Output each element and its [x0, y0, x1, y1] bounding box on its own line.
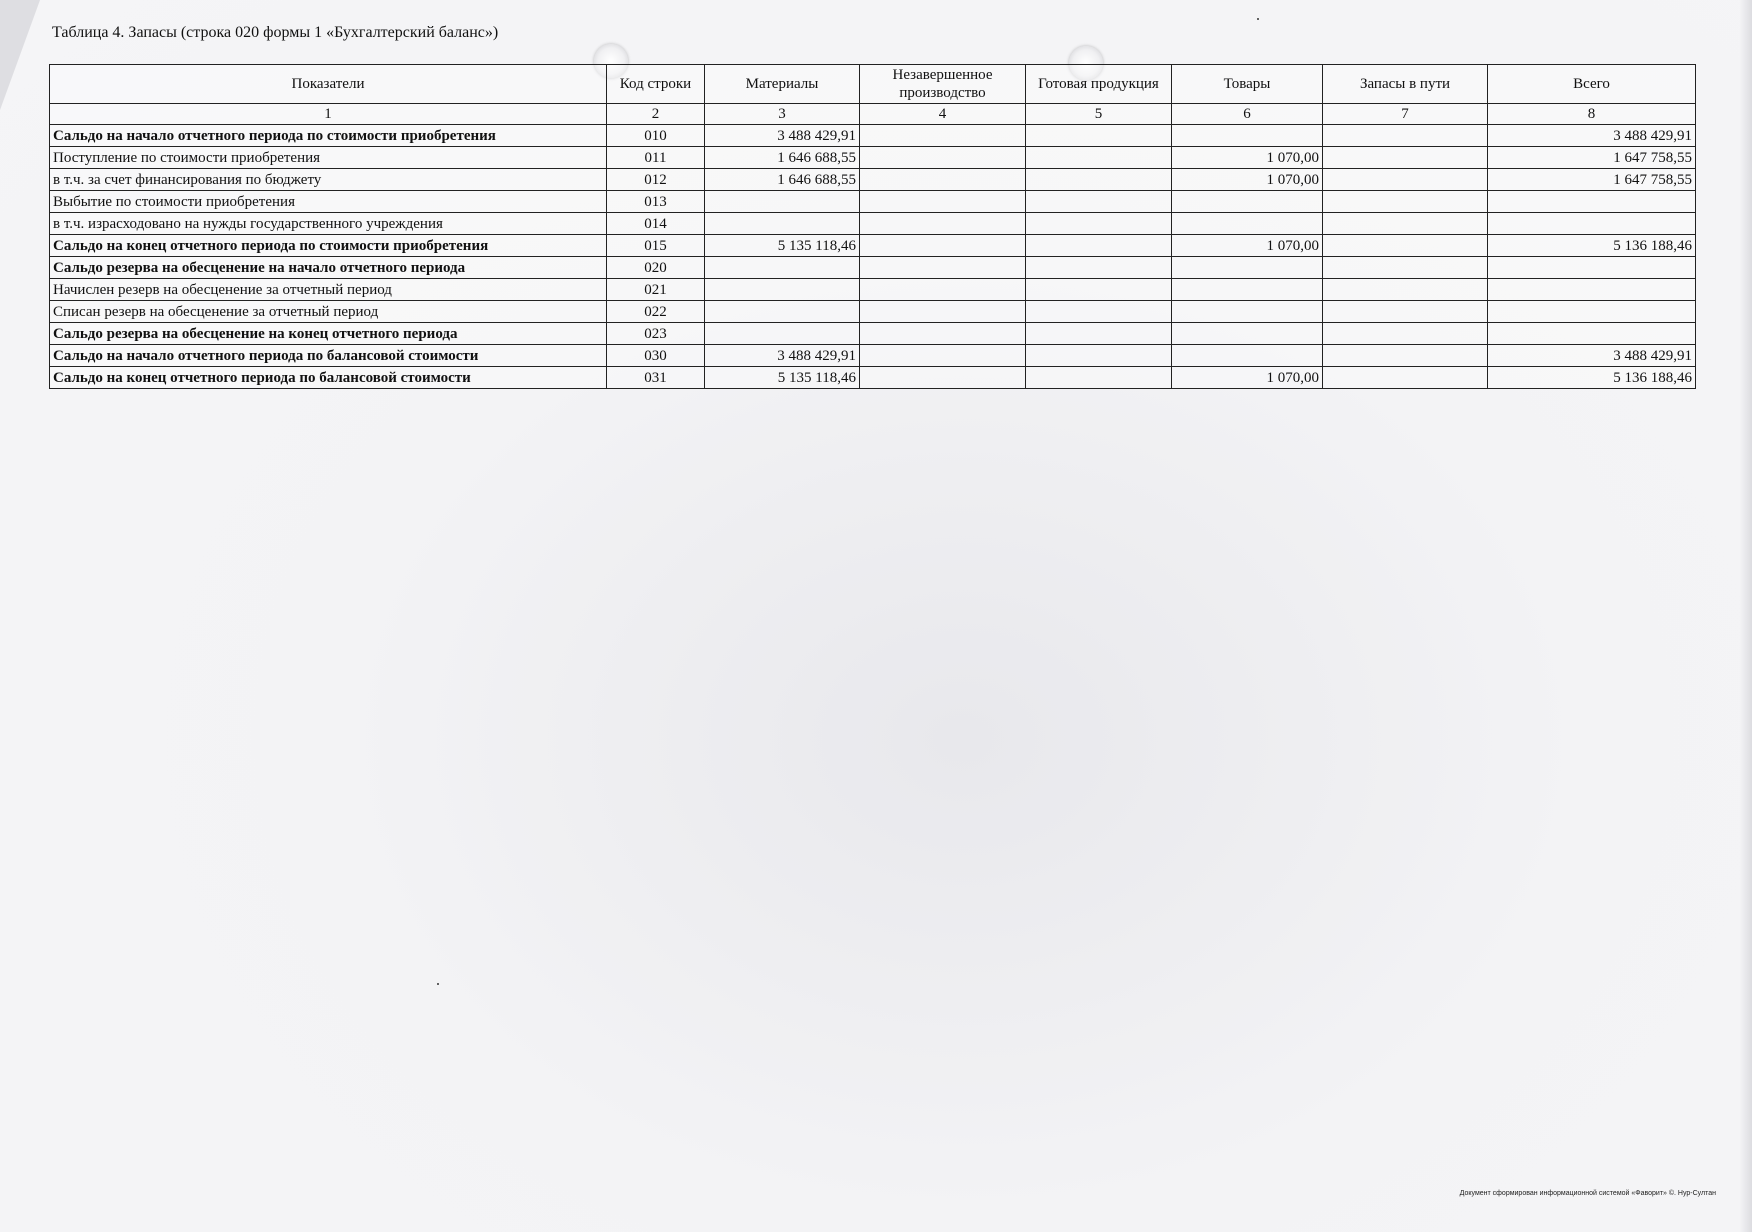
table-row-023	[50, 323, 1696, 345]
table-row-030	[50, 345, 1696, 367]
header-row-code: Код строки	[607, 65, 705, 104]
row-label: Сальдо на конец отчетного периода по стоимости приобретения	[50, 235, 607, 257]
table-row-013	[50, 191, 1696, 213]
cell-goods	[1172, 125, 1323, 147]
row-code: 011	[607, 147, 705, 169]
row-label: Сальдо на конец отчетного периода по балансовой стоимости	[50, 367, 607, 389]
row-label: Начислен резерв на обесценение за отчетный период	[50, 279, 607, 301]
cell-work-in-progress	[860, 213, 1026, 235]
row-label: Списан резерв на обесценение за отчетный период	[50, 301, 607, 323]
cell-materials	[705, 323, 860, 345]
row-code: 010	[607, 125, 705, 147]
row-code: 012	[607, 169, 705, 191]
cell-work-in-progress	[860, 345, 1026, 367]
cell-finished-goods	[1026, 257, 1172, 279]
cell-materials	[705, 301, 860, 323]
footer-note: Документ сформирован информационной системой «Фаворит» ©. Нур-Султан	[1459, 1190, 1716, 1197]
row-label: Поступление по стоимости приобретения	[50, 147, 607, 169]
row-label: в т.ч. за счет финансирования по бюджету	[50, 169, 607, 191]
cell-goods-in-transit	[1323, 301, 1488, 323]
cell-goods	[1172, 279, 1323, 301]
inventory-table	[49, 64, 1696, 389]
cell-finished-goods	[1026, 235, 1172, 257]
cell-work-in-progress	[860, 279, 1026, 301]
cell-work-in-progress	[860, 301, 1026, 323]
page-edge-shadow	[1740, 0, 1752, 1232]
cell-goods-in-transit	[1323, 125, 1488, 147]
cell-materials: 5 135 118,46	[705, 235, 860, 257]
table-row-011	[50, 147, 1696, 169]
cell-goods	[1172, 191, 1323, 213]
column-number: 5	[1026, 104, 1172, 125]
cell-goods-in-transit	[1323, 235, 1488, 257]
table-row-012	[50, 169, 1696, 191]
cell-finished-goods	[1026, 169, 1172, 191]
cell-finished-goods	[1026, 147, 1172, 169]
cell-materials	[705, 257, 860, 279]
page-corner-fold	[0, 0, 40, 110]
cell-finished-goods	[1026, 323, 1172, 345]
cell-total: 3 488 429,91	[1488, 345, 1696, 367]
cell-goods	[1172, 345, 1323, 367]
cell-materials: 5 135 118,46	[705, 367, 860, 389]
row-code: 014	[607, 213, 705, 235]
column-number: 8	[1488, 104, 1696, 125]
row-label: в т.ч. израсходовано на нужды государственного учреждения	[50, 213, 607, 235]
cell-total: 3 488 429,91	[1488, 125, 1696, 147]
cell-work-in-progress	[860, 169, 1026, 191]
row-code: 031	[607, 367, 705, 389]
cell-total: 5 136 188,46	[1488, 235, 1696, 257]
table-row-021	[50, 279, 1696, 301]
cell-goods-in-transit	[1323, 213, 1488, 235]
cell-goods	[1172, 257, 1323, 279]
row-label: Сальдо на начало отчетного периода по стоимости приобретения	[50, 125, 607, 147]
cell-total	[1488, 213, 1696, 235]
row-code: 020	[607, 257, 705, 279]
row-code: 021	[607, 279, 705, 301]
cell-finished-goods	[1026, 367, 1172, 389]
cell-total	[1488, 301, 1696, 323]
cell-finished-goods	[1026, 345, 1172, 367]
table-row-022	[50, 301, 1696, 323]
cell-goods-in-transit	[1323, 191, 1488, 213]
header-work-in-progress: Незавершенное производство	[860, 65, 1026, 104]
table-row-031	[50, 367, 1696, 389]
cell-materials: 3 488 429,91	[705, 345, 860, 367]
cell-materials: 1 646 688,55	[705, 147, 860, 169]
cell-work-in-progress	[860, 323, 1026, 345]
column-number: 6	[1172, 104, 1323, 125]
cell-materials: 1 646 688,55	[705, 169, 860, 191]
column-number-row	[50, 104, 1696, 125]
row-code: 023	[607, 323, 705, 345]
cell-finished-goods	[1026, 279, 1172, 301]
cell-materials	[705, 191, 860, 213]
row-label: Сальдо резерва на обесценение на начало отчетного периода	[50, 257, 607, 279]
cell-goods: 1 070,00	[1172, 169, 1323, 191]
cell-materials: 3 488 429,91	[705, 125, 860, 147]
cell-work-in-progress	[860, 147, 1026, 169]
header-materials: Материалы	[705, 65, 860, 104]
cell-work-in-progress	[860, 191, 1026, 213]
scan-speck	[1257, 18, 1259, 20]
cell-goods-in-transit	[1323, 147, 1488, 169]
column-number: 3	[705, 104, 860, 125]
cell-finished-goods	[1026, 125, 1172, 147]
table-row-020	[50, 257, 1696, 279]
cell-goods-in-transit	[1323, 169, 1488, 191]
header-indicators: Показатели	[50, 65, 607, 104]
cell-finished-goods	[1026, 191, 1172, 213]
cell-goods: 1 070,00	[1172, 147, 1323, 169]
table-row-010	[50, 125, 1696, 147]
cell-total	[1488, 279, 1696, 301]
cell-goods	[1172, 323, 1323, 345]
cell-total	[1488, 257, 1696, 279]
row-code: 015	[607, 235, 705, 257]
table-header-row	[50, 65, 1696, 104]
cell-goods-in-transit	[1323, 257, 1488, 279]
cell-work-in-progress	[860, 257, 1026, 279]
row-code: 030	[607, 345, 705, 367]
cell-goods-in-transit	[1323, 279, 1488, 301]
row-label: Выбытие по стоимости приобретения	[50, 191, 607, 213]
cell-total: 1 647 758,55	[1488, 147, 1696, 169]
cell-goods: 1 070,00	[1172, 367, 1323, 389]
cell-work-in-progress	[860, 235, 1026, 257]
column-number: 2	[607, 104, 705, 125]
cell-finished-goods	[1026, 301, 1172, 323]
column-number: 7	[1323, 104, 1488, 125]
header-goods: Товары	[1172, 65, 1323, 104]
row-code: 022	[607, 301, 705, 323]
cell-goods-in-transit	[1323, 345, 1488, 367]
scan-speck	[437, 983, 439, 985]
cell-total: 1 647 758,55	[1488, 169, 1696, 191]
cell-goods	[1172, 301, 1323, 323]
column-number: 1	[50, 104, 607, 125]
cell-finished-goods	[1026, 213, 1172, 235]
cell-total	[1488, 191, 1696, 213]
cell-total	[1488, 323, 1696, 345]
column-number: 4	[860, 104, 1026, 125]
cell-goods: 1 070,00	[1172, 235, 1323, 257]
cell-total: 5 136 188,46	[1488, 367, 1696, 389]
header-goods-in-transit: Запасы в пути	[1323, 65, 1488, 104]
table-row-014	[50, 213, 1696, 235]
cell-goods	[1172, 213, 1323, 235]
header-total: Всего	[1488, 65, 1696, 104]
cell-goods-in-transit	[1323, 323, 1488, 345]
cell-work-in-progress	[860, 125, 1026, 147]
cell-work-in-progress	[860, 367, 1026, 389]
table-row-015	[50, 235, 1696, 257]
cell-materials	[705, 279, 860, 301]
table-title: Таблица 4. Запасы (строка 020 формы 1 «Бухгалтерский баланс»)	[52, 24, 499, 41]
row-code: 013	[607, 191, 705, 213]
header-finished-goods: Готовая продукция	[1026, 65, 1172, 104]
cell-goods-in-transit	[1323, 367, 1488, 389]
row-label: Сальдо резерва на обесценение на конец отчетного периода	[50, 323, 607, 345]
row-label: Сальдо на начало отчетного периода по балансовой стоимости	[50, 345, 607, 367]
cell-materials	[705, 213, 860, 235]
